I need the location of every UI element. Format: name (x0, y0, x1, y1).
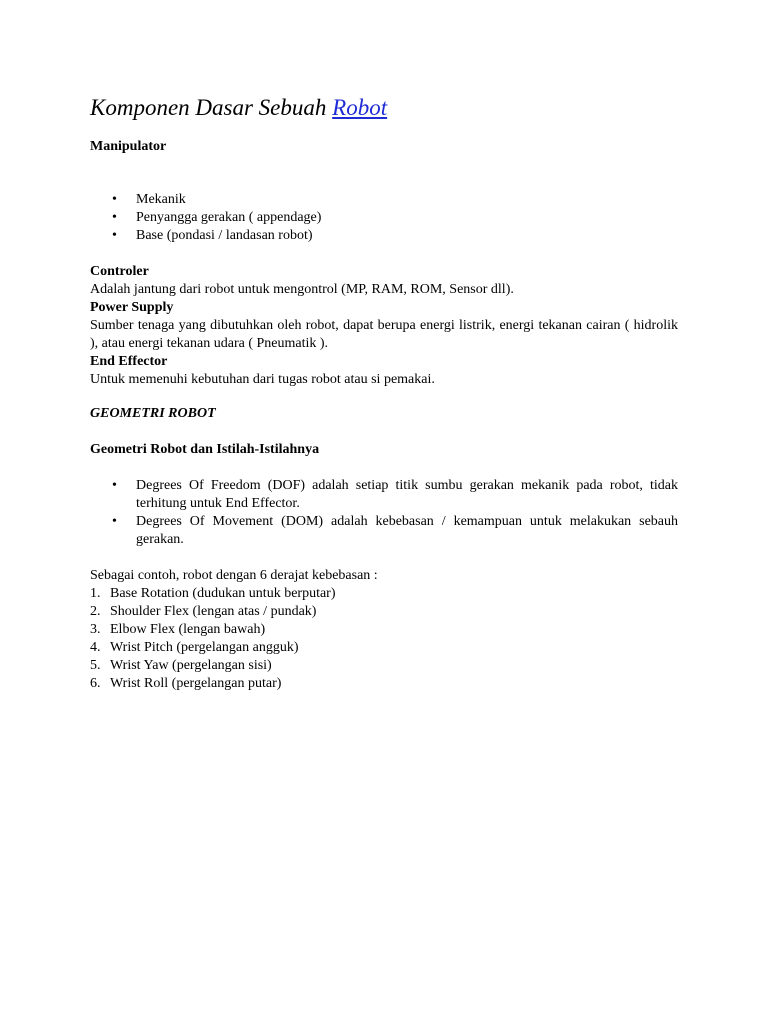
geometri-heading: GEOMETRI ROBOT (90, 406, 216, 421)
list-item: • Mekanik (90, 191, 678, 209)
list-text: Wrist Yaw (pergelangan sisi) (110, 658, 272, 673)
list-item: • Penyangga gerakan ( appendage) (90, 209, 678, 227)
page-title (90, 93, 387, 123)
power-supply-text: Sumber tenaga yang dibutuhkan oleh robot, dapat berupa energi listrik, energi tekanan cairan ( hidrolik ), atau energi tekanan udara ( Pneumatik ). (90, 318, 678, 351)
example-section (90, 567, 678, 693)
list-item (90, 675, 678, 693)
example-intro: Sebagai contoh, robot dengan 6 derajat kebebasan : (90, 568, 378, 583)
geometri-list (90, 477, 678, 549)
controler-heading: Controler (90, 264, 149, 279)
list-item: • Degrees Of Movement (DOM) adalah kebebasan / kemampuan untuk melakukan sebauh gerakan. (90, 513, 678, 549)
robot-link[interactable]: Robot (332, 95, 388, 120)
power-supply-heading: Power Supply (90, 300, 174, 315)
list-item (90, 657, 678, 675)
list-item (90, 621, 678, 639)
list-number: 5. (90, 658, 101, 673)
list-item (90, 639, 678, 657)
list-text: Elbow Flex (lengan bawah) (110, 622, 266, 637)
controler-text: Adalah jantung dari robot untuk mengontrol (MP, RAM, ROM, Sensor dll). (90, 282, 514, 297)
list-number: 6. (90, 676, 101, 691)
list-text: Base Rotation (dudukan untuk berputar) (110, 586, 336, 601)
end-effector-heading: End Effector (90, 354, 168, 369)
list-text: Shoulder Flex (lengan atas / pundak) (110, 604, 317, 619)
list-item: • Base (pondasi / landasan robot) (90, 227, 678, 245)
list-number: 2. (90, 604, 101, 619)
components-section (90, 263, 678, 389)
list-text: Wrist Roll (pergelangan putar) (110, 676, 282, 691)
list-item (90, 585, 678, 603)
list-item: • Degrees Of Freedom (DOF) adalah setiap titik sumbu gerakan mekanik pada robot, tidak terhitung untuk End Effector. (90, 477, 678, 513)
manipulator-heading: Manipulator (90, 139, 167, 154)
list-number: 4. (90, 640, 101, 655)
list-number: 1. (90, 586, 101, 601)
end-effector-text: Untuk memenuhi kebutuhan dari tugas robot atau si pemakai. (90, 372, 435, 387)
list-number: 3. (90, 622, 101, 637)
list-item (90, 603, 678, 621)
list-text: Wrist Pitch (pergelangan angguk) (110, 640, 299, 655)
example-list (90, 585, 678, 693)
manipulator-list (90, 191, 678, 245)
title-text: Komponen Dasar Sebuah (90, 95, 333, 120)
geometri-subheading: Geometri Robot dan Istilah-Istilahnya (90, 442, 320, 457)
